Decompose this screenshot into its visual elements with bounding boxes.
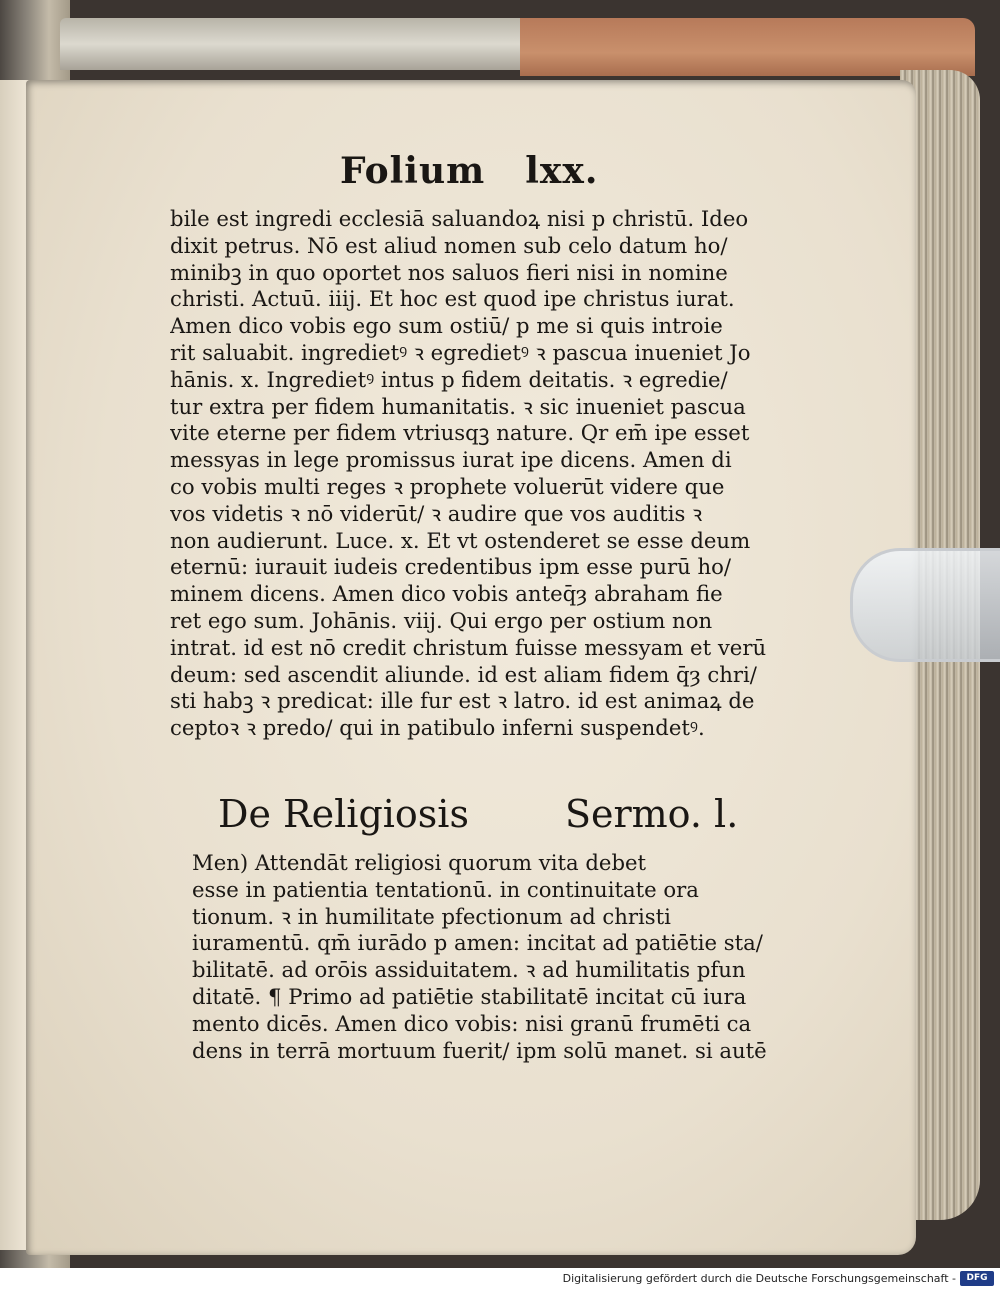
cover-board	[520, 18, 975, 76]
text-line: hānis. x. Ingredietꝰ intus p fidem deitatis. ꝛ egredie/	[170, 366, 728, 392]
text-line: tionum. ꝛ in humilitate pfectionum ad christi	[192, 903, 671, 929]
sermon-number: Sermo. l.	[564, 792, 739, 836]
text-line: ret ego sum. Johānis. viij. Qui ergo per ostium non	[170, 607, 713, 633]
text-line: bile est ingredi ecclesiā saluandoꝝ nisi p christū. Ideo	[170, 206, 749, 231]
text-line: tur extra per fidem humanitatis. ꝛ sic inueniet pascua	[170, 393, 746, 419]
footer-bar	[0, 1268, 1000, 1290]
headband	[60, 18, 530, 70]
folio-number: lxx.	[525, 150, 599, 192]
text-line: esse in patientia tentationū. in continuitate ora	[192, 876, 699, 902]
text-line: intrat. id est nō credit christum fuisse messyam et verū	[170, 634, 767, 660]
text-line: iuramentū. qm̄ iurādo p amen: incitat ad patiētie sta/	[192, 930, 763, 956]
text-line: christi. Actuū. iiij. Et hoc est quod ipe christus iurat.	[170, 286, 735, 312]
page-clip	[850, 548, 1000, 662]
text-line: vos videtis ꝛ nō viderūt/ ꝛ audire que vos auditis ꝛ	[170, 500, 703, 526]
folio-header	[340, 150, 598, 192]
text-line: mento dicēs. Amen dico vobis: nisi granū frumēti ca	[192, 1010, 752, 1036]
text-line: Men) Attendāt religiosi quorum vita debet	[192, 850, 647, 875]
text-line: minem dicens. Amen dico vobis anteq̄ȝ abraham fie	[170, 581, 723, 607]
text-line: Amen dico vobis ego sum ostiū/ p me si quis introie	[170, 313, 723, 339]
text-line: dixit petrus. Nō est aliud nomen sub celo datum ho/	[170, 232, 728, 258]
text-line: non audierunt. Luce. x. Et vt ostenderet se esse deum	[170, 527, 751, 553]
text-line: bilitatē. ad orōis assiduitatem. ꝛ ad humilitatis pfun	[192, 957, 746, 983]
sermon-text	[192, 850, 796, 1064]
text-line: rit saluabit. ingredietꝰ ꝛ egredietꝰ ꝛ pascua inueniet Jo	[170, 339, 751, 365]
section-heading	[218, 792, 738, 836]
body-text	[170, 206, 795, 742]
text-line: deum: sed ascendit aliunde. id est aliam fidem q̄ȝ chri/	[170, 661, 757, 687]
section-title: De Religiosis	[218, 792, 469, 836]
text-line: dens in terrā mortuum fuerit/ ipm solū manet. si autē	[192, 1037, 767, 1063]
text-line: vite eterne per fidem vtriusqꝫ nature. Qr em̄ ipe esset	[170, 420, 750, 446]
text-line: sti habꝫ ꝛ predicat: ille fur est ꝛ latro. id est animaꝝ de	[170, 688, 755, 714]
text-line: messyas in lege promissus iurat ipe dicens. Amen di	[170, 447, 732, 473]
funding-credit: Digitalisierung gefördert durch die Deutsche Forschungsgemeinschaft -	[562, 1272, 956, 1285]
text-line: minibꝫ in quo oportet nos saluos fieri nisi in nomine	[170, 259, 728, 285]
text-line: ceptoꝛ ꝛ predo/ qui in patibulo inferni suspendetꝰ.	[170, 715, 705, 741]
folio-label: Folium	[340, 150, 486, 192]
text-line: eternū: iurauit iudeis credentibus ipm esse purū ho/	[170, 554, 732, 580]
text-line: ditatē. ¶ Primo ad patiētie stabilitatē incitat cū iura	[192, 983, 747, 1009]
dfg-logo-icon: DFG	[960, 1271, 994, 1286]
text-line: co vobis multi reges ꝛ prophete voluerūt videre que	[170, 473, 725, 499]
